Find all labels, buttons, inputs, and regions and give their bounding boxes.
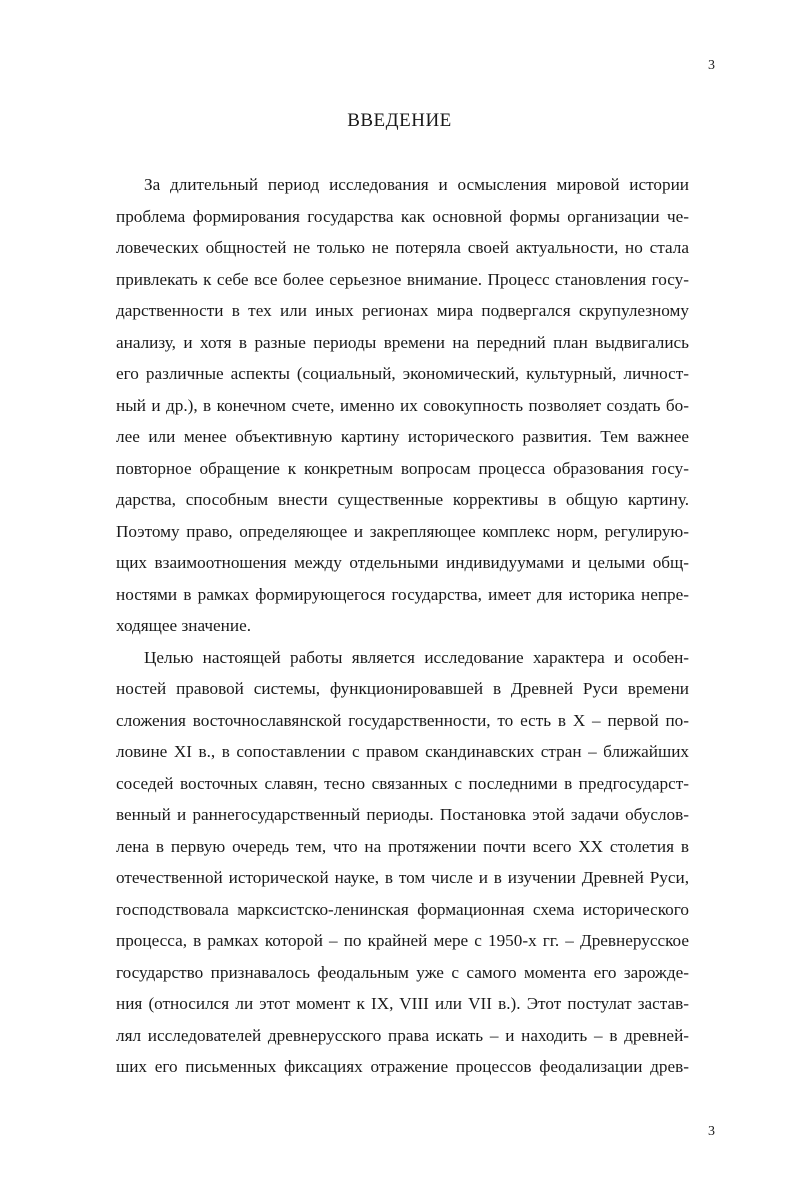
paragraph-2-line: ших его письменных фиксациях отражение процессов феодализации древ- xyxy=(116,1057,689,1076)
paragraph-1-line: Поэтому право, определяющее и закрепляющее комплекс норм, регулирую- xyxy=(116,521,689,541)
paragraph-2-line: ностей правовой системы, функционировавшей в Древней Руси времени xyxy=(116,679,689,698)
paragraph-2-line: сложения восточнославянской государственности, то есть в X – первой по- xyxy=(116,710,689,730)
paragraph-2-line: Целью настоящей работы является исследование характера и особен- xyxy=(144,647,689,667)
paragraph-2-line: отечественной исторической науке, в том числе и в изучении Древней Руси, xyxy=(116,868,689,887)
paragraph-1-line: щих взаимоотношения между отдельными индивидуумами и целыми общ- xyxy=(116,553,689,572)
paragraph-1-line: проблема формирования государства как основной формы организации че- xyxy=(116,206,689,226)
paragraph-1-line: ловеческих общностей не только не потеряла своей актуальности, но стала xyxy=(116,238,689,257)
paragraph-1-line: За длительный период исследования и осмысления мировой истории xyxy=(144,175,689,194)
paragraph-1-line: дарства, способным внести существенные коррективы в общую картину. xyxy=(116,490,689,509)
paragraph-2-line: ния (относился ли этот момент к IX, VIII или VII в.). Этот постулат застав- xyxy=(116,994,689,1013)
body-text xyxy=(116,169,689,1083)
paragraph-2-line: венный и раннегосударственный периоды. Постановка этой задачи обуслов- xyxy=(116,805,689,824)
paragraph-1-line: лее или менее объективную картину исторического развития. Тем важнее xyxy=(116,427,689,446)
paragraph-2-line: господствовала марксистско-ленинская формационная схема исторического xyxy=(116,899,689,919)
paragraph-1-line: его различные аспекты (социальный, экономический, культурный, личност- xyxy=(116,364,689,383)
paragraph-2-line: государство признавалось феодальным уже с самого момента его зарожде- xyxy=(116,962,689,982)
paragraph-1-line: ходящее значение. xyxy=(116,616,251,635)
paragraph-1-line: привлекать к себе все более серьезное внимание. Процесс становления госу- xyxy=(116,269,689,289)
page-title: ВВЕДЕНИЕ xyxy=(347,110,452,131)
page-number-bottom: 3 xyxy=(708,1124,715,1139)
paragraph-2-line: процесса, в рамках которой – по крайней мере с 1950-х гг. – Древнерусское xyxy=(116,931,689,950)
paragraph-2-line: ловине XI в., в сопоставлении с правом скандинавских стран – ближайших xyxy=(116,742,689,761)
paragraph-2-line: соседей восточных славян, тесно связанных с последними в предгосударст- xyxy=(116,773,689,793)
paragraph-2-line: лял исследователей древнерусского права искать – и находить – в древней- xyxy=(116,1025,689,1045)
paragraph-1-line: дарственности в тех или иных регионах мира подвергался скрупулезному xyxy=(116,301,689,320)
paragraph-2-line: лена в первую очередь тем, что на протяжении почти всего XX столетия в xyxy=(116,836,689,856)
paragraph-1-line: ный и др.), в конечном счете, именно их совокупность позволяет создать бо- xyxy=(116,395,689,415)
paragraph-1-line: анализу, и хотя в разные периоды времени на передний план выдвигались xyxy=(116,332,689,352)
paragraph-1-line: повторное обращение к конкретным вопросам процесса образования госу- xyxy=(116,458,689,478)
page-number-top: 3 xyxy=(708,58,715,73)
paragraph-1-line: ностями в рамках формирующегося государства, имеет для историка непре- xyxy=(116,584,689,604)
